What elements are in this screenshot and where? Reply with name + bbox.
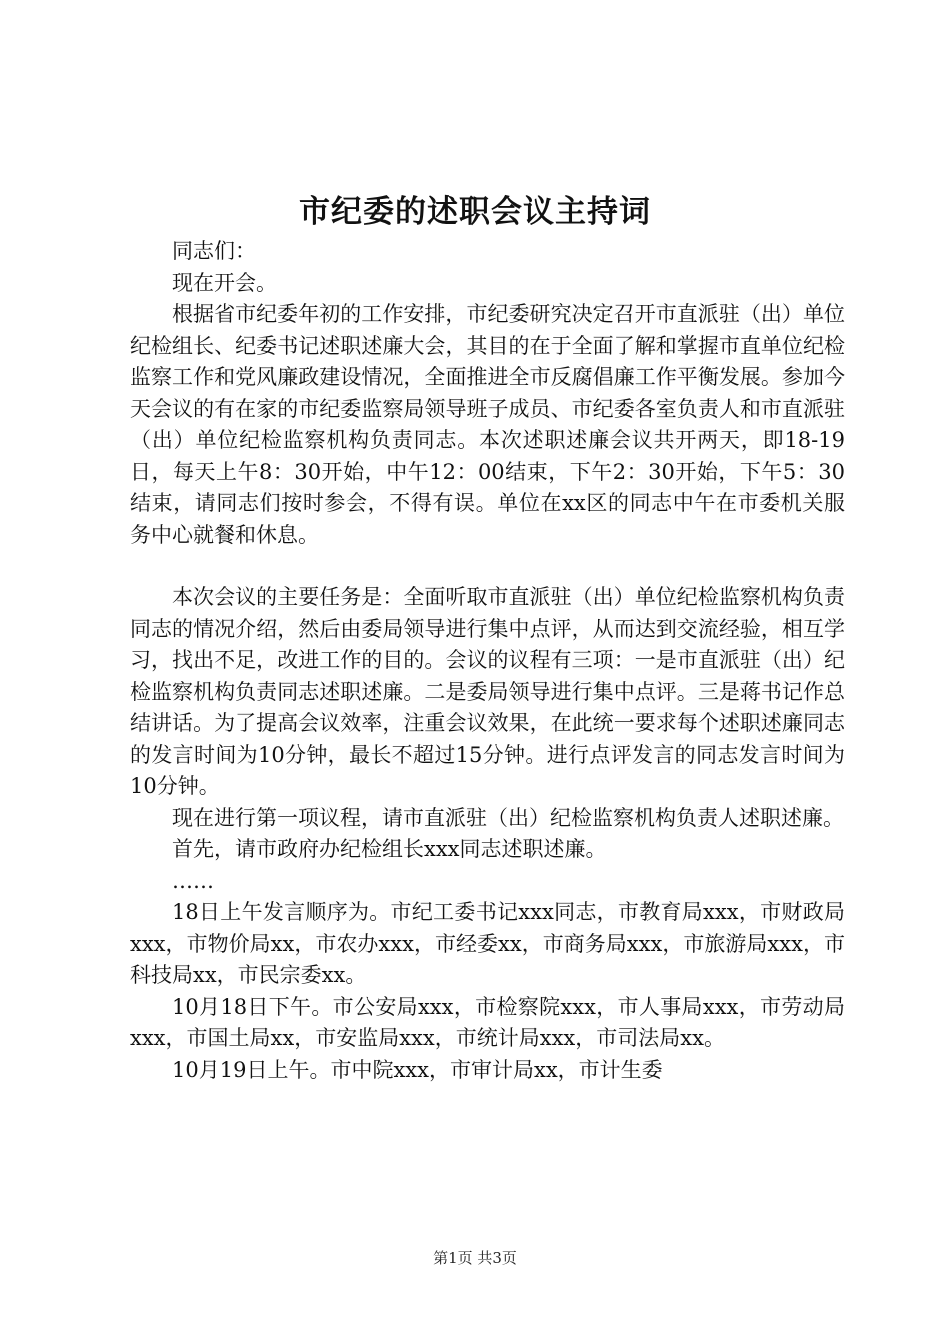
page-footer: 第1页 共3页 xyxy=(433,1249,517,1267)
paragraph-19-morning: 10月19日上午。市中院xxx，市审计局xx，市计生委 xyxy=(172,1057,663,1082)
paragraph-18-afternoon: 10月18日下午。市公安局xxx，市检察院xxx，市人事局xxx，市劳动局xxx，市国土局xx，市安监局xxx，市统计局xxx，市司法局xx。 xyxy=(130,994,845,1050)
paragraph-first-agenda: 现在进行第一项议程，请市直派驻（出）纪检监察机构负责人述职述廉。 xyxy=(172,805,844,830)
document-body xyxy=(130,236,845,1086)
paragraph-tasks: 本次会议的主要任务是：全面听取市直派驻（出）单位纪检监察机构负责同志的情况介绍，然后由委局领导进行集中点评，从而达到交流经验，相互学习，找出不足，改进工作的目的。会议的议程有三项：一是市直派驻（出）纪检监察机构负责同志述职述廉。二是委局领导进行集中点评。三是蒋书记作总结讲话。为了提高会议效率，注重会议效果，在此统一要求每个述职述廉同志的发言时间为10分钟，最长不超过15分钟。进行点评发言的同志发言时间为10分钟。 xyxy=(130,585,845,798)
document-title: 市纪委的述职会议主持词 xyxy=(299,194,651,230)
paragraph-ellipsis: …… xyxy=(172,868,214,893)
paragraph-greeting: 同志们： xyxy=(172,239,256,263)
paragraph-spacer xyxy=(130,551,845,582)
paragraph-18-morning: 18日上午发言顺序为。市纪工委书记xxx同志，市教育局xxx，市财政局xxx，市物价局xx，市农办xxx，市经委xx，市商务局xxx，市旅游局xxx，市科技局xx，市民宗委xx。 xyxy=(130,900,845,987)
paragraph-opening: 现在开会。 xyxy=(172,270,277,295)
paragraph-first-speaker: 首先，请市政府办纪检组长xxx同志述职述廉。 xyxy=(172,837,607,861)
paragraph-background: 根据省市纪委年初的工作安排，市纪委研究决定召开市直派驻（出）单位纪检组长、纪委书记述职述廉大会，其目的在于全面了解和掌握市直单位纪检监察工作和党风廉政建设情况，全面推进全市反腐倡廉工作平衡发展。参加今天会议的有在家的市纪委监察局领导班子成员、市纪委各室负责人和市直派驻（出）单位纪检监察机构负责同志。本次述职述廉会议共开两天，即18-19日，每天上午8：30开始，中午12：00结束，下午2：30开始，下午5：30结束，请同志们按时参会，不得有误。单位在xx区的同志中午在市委机关服务中心就餐和休息。 xyxy=(130,302,845,547)
